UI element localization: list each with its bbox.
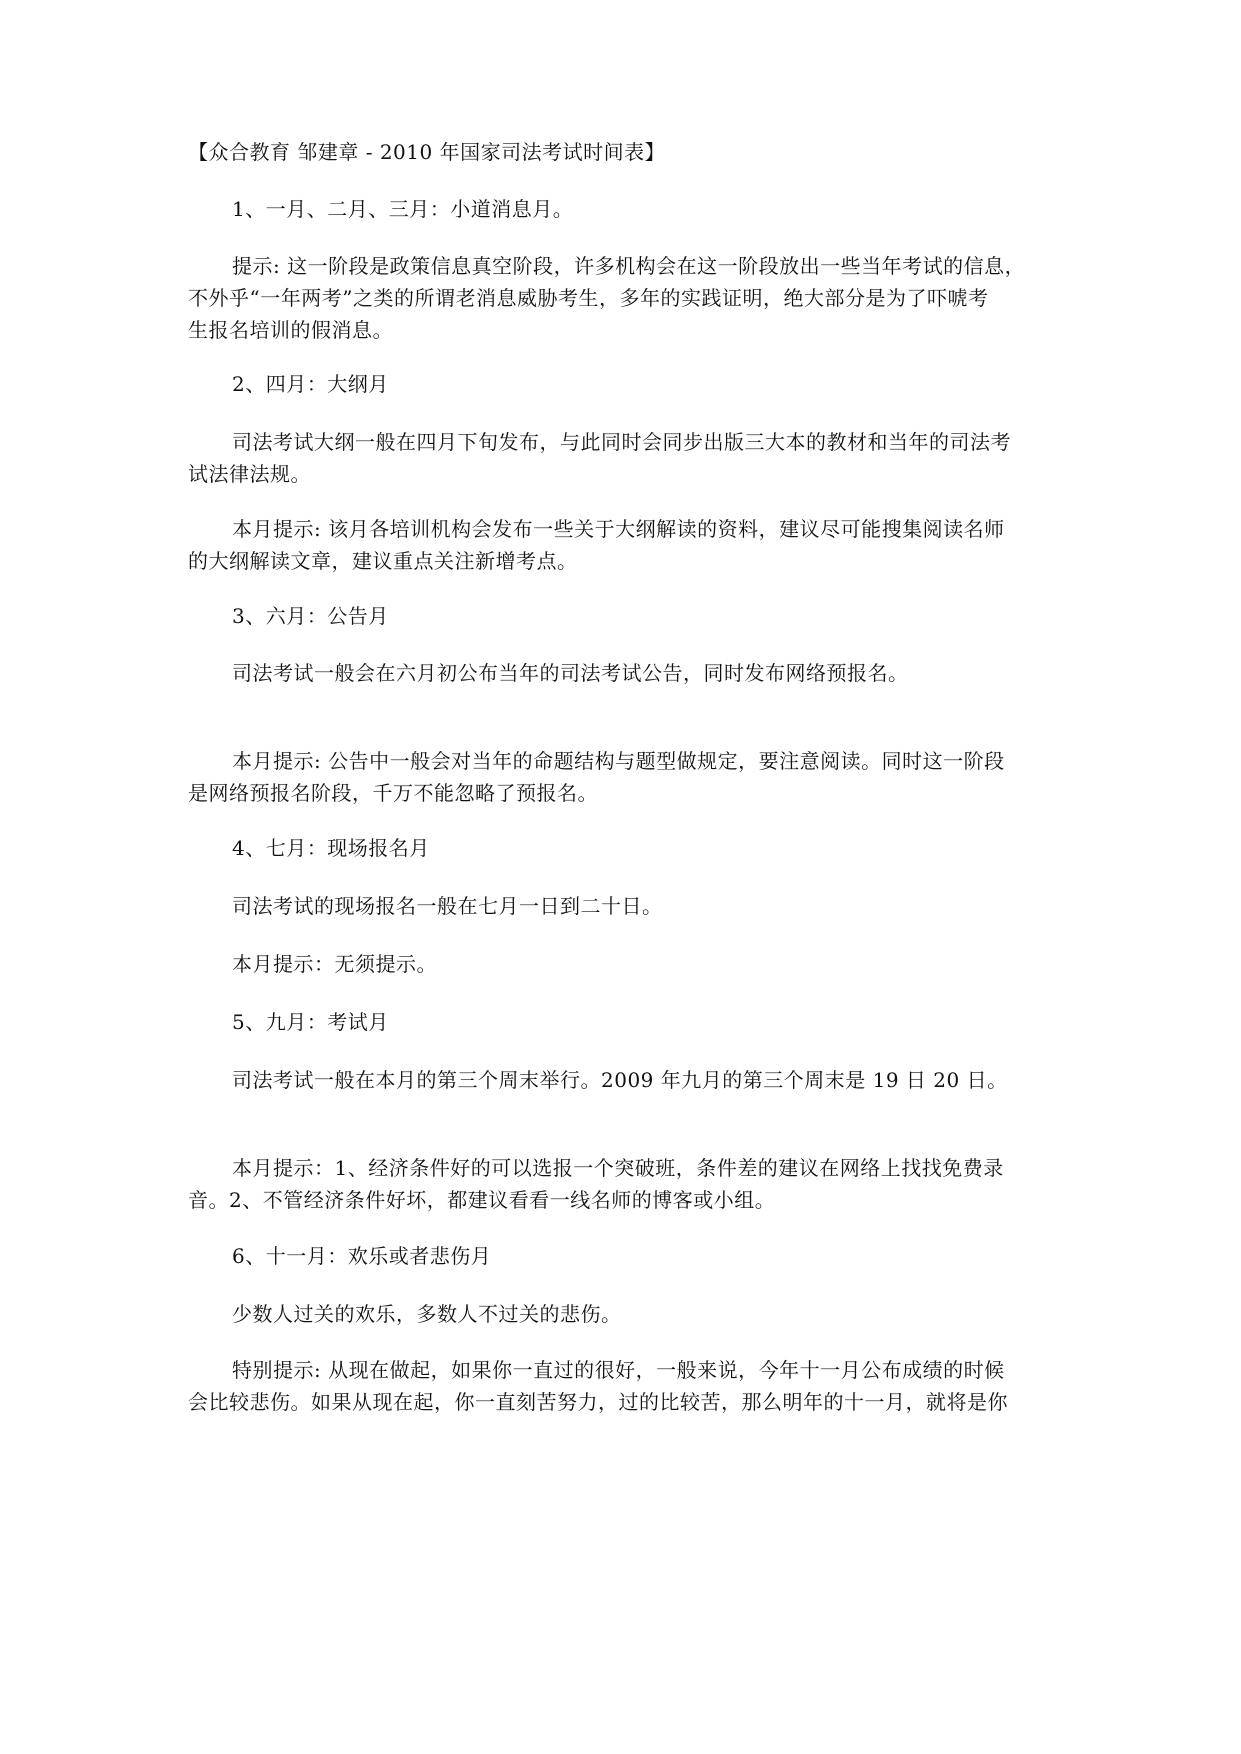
section-2-tip-line-2: 的大纲解读文章，建议重点关注新增考点。 [188,549,578,573]
section-3-tip-line-2: 是网络预报名阶段，千万不能忽略了预报名。 [188,781,598,805]
section-1-heading: 1、一月、二月、三月：小道消息月。 [232,197,574,221]
section-3-body-line-1: 司法考试一般会在六月初公布当年的司法考试公告，同时发布网络预报名。 [232,661,909,685]
section-5-tip-line-1: 本月提示：1、经济条件好的可以选报一个突破班，条件差的建议在网络上找找免费录 [232,1156,1004,1180]
section-4-heading: 4、七月：现场报名月 [232,836,430,860]
section-2-body-line-2: 试法律法规。 [188,462,311,486]
section-6-tip-line-2: 会比较悲伤。如果从现在起，你一直刻苦努力，过的比较苦，那么明年的十一月，就将是你 [188,1390,1008,1414]
section-1-tip-line-3: 生报名培训的假消息。 [188,318,393,342]
section-1-tip-line-1: 提示: 这一阶段是政策信息真空阶段，许多机构会在这一阶段放出一些当年考试的信息， [232,254,1026,278]
section-6-heading: 6、十一月：欢乐或者悲伤月 [232,1244,492,1268]
section-2-body-line-1: 司法考试大纲一般在四月下旬发布，与此同时会同步出版三大本的教材和当年的司法考 [232,430,1011,454]
section-5-body-line-1: 司法考试一般在本月的第三个周末举行。2009 年九月的第三个周末是 19 日 20 日。 [232,1068,1008,1092]
section-5-tip-line-2: 音。2、不管经济条件好坏，都建议看看一线名师的博客或小组。 [188,1188,776,1212]
section-3-heading: 3、六月：公告月 [232,604,389,628]
section-4-tip-line-1: 本月提示：无须提示。 [232,952,437,976]
document-title: 【众合教育 邹建章 - 2010 年国家司法考试时间表】 [188,140,666,164]
section-2-heading: 2、四月：大纲月 [232,372,389,396]
section-2-tip-line-1: 本月提示: 该月各培训机构会发布一些关于大纲解读的资料，建议尽可能搜集阅读名师 [232,517,1005,541]
section-4-body-line-1: 司法考试的现场报名一般在七月一日到二十日。 [232,894,663,918]
section-6-body-line-1: 少数人过关的欢乐，多数人不过关的悲伤。 [232,1302,622,1326]
section-3-tip-line-1: 本月提示: 公告中一般会对当年的命题结构与题型做规定，要注意阅读。同时这一阶段 [232,749,1005,773]
section-5-heading: 5、九月：考试月 [232,1010,389,1034]
section-6-tip-line-1: 特别提示: 从现在做起，如果你一直过的很好，一般来说，今年十一月公布成绩的时候 [232,1358,1005,1382]
section-1-tip-line-2: 不外乎“一年两考”之类的所谓老消息威胁考生，多年的实践证明，绝大部分是为了吓唬考 [188,286,989,310]
